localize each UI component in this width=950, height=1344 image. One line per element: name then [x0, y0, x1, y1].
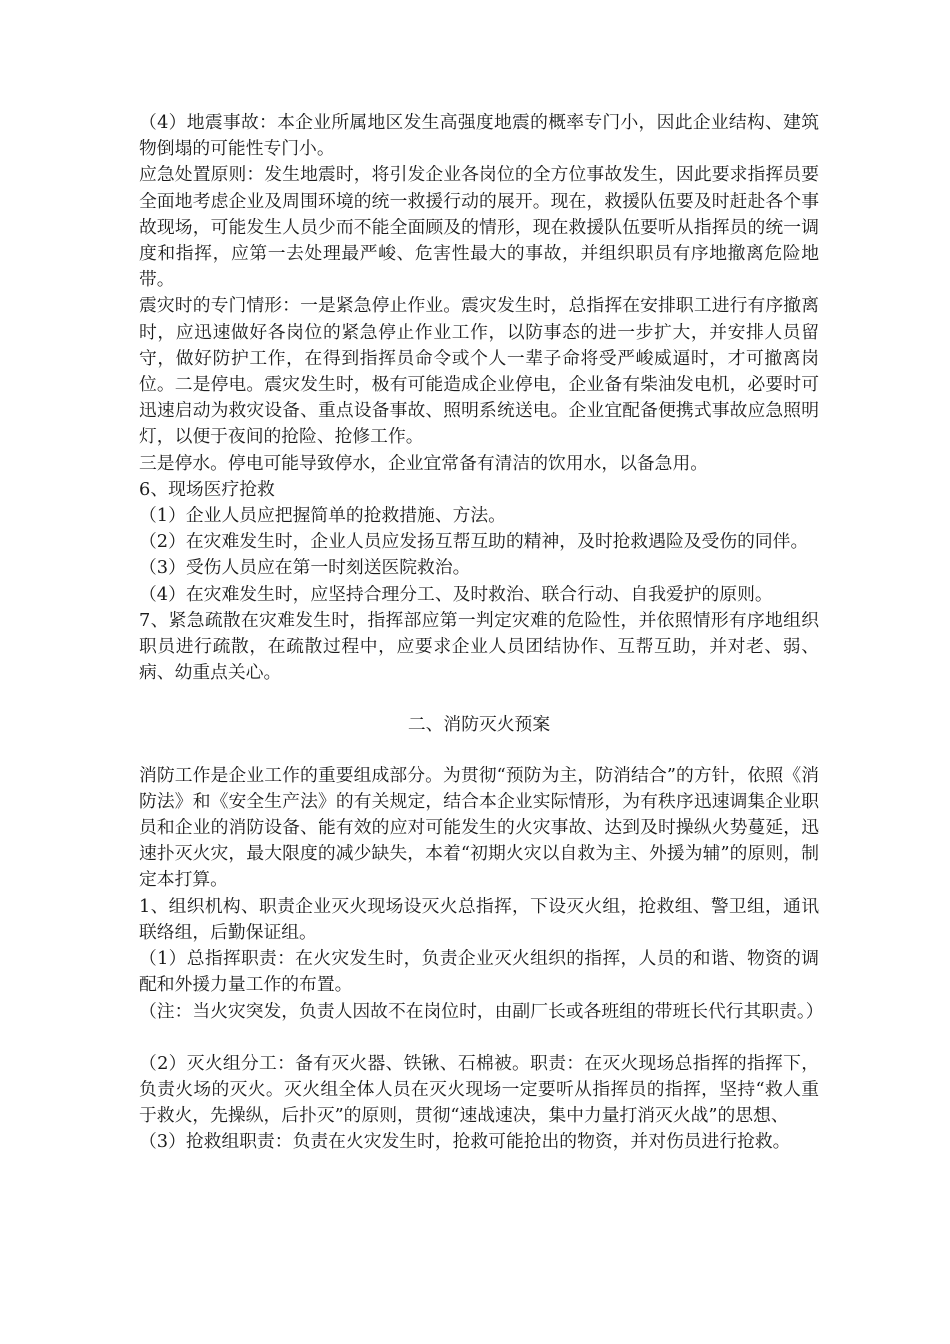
document-page: [139, 110, 824, 1156]
blank-line: [139, 1025, 819, 1051]
paragraph-medical-item-3: （3）受伤人员应在第一时刻送医院救治。: [139, 557, 471, 579]
paragraph-commander-duty: （1）总指挥职责：在火灾发生时，负责企业灭火组织的指挥，人员的和谐、物资的调配和外援力量工作的布置。: [139, 948, 819, 996]
paragraph-water-outage: 三是停水。停电可能导致停水，企业宜常备有清洁的饮用水，以备急用。: [139, 452, 709, 474]
paragraph-special-situations: 震灾时的专门情形：一是紧急停止作业。震灾发生时，总指挥在安排职工进行有序撤离时，应迅速做好各岗位的紧急停止作业工作，以防事态的进一步扩大，并安排人员留守，做好防护工作，在得到指挥员命令或个人一辈子命将受严峻威逼时，才可撤离岗位。二是停电。震灾发生时，极有可能造成企业停电，企业备有柴油发电机，必要时可迅速启动为救灾设备、重点设备事故、照明系统送电。企业宜配备便携式事故应急照明灯，以便于夜间的抢险、抢修工作。: [139, 295, 819, 448]
paragraph-note: （注：当火灾突发，负责人因故不在岗位时，由副厂长或各班组的带班长代行其职责。）: [139, 1000, 824, 1022]
paragraph-earthquake-accident: （4）地震事故：本企业所属地区发生高强度地震的概率专门小，因此企业结构、建筑物倒塌的可能性专门小。: [139, 112, 819, 160]
paragraph-organization: 1、组织机构、职责企业灭火现场设灭火总指挥，下设灭火组，抢救组、警卫组，通讯联络组，后勤保证组。: [139, 895, 819, 943]
paragraph-fire-intro: 消防工作是企业工作的重要组成部分。为贯彻“预防为主，防消结合”的方针，依照《消防法》和《安全生产法》的有关规定，结合本企业实际情形，为有秩序迅速调集企业职员和企业的消防设备、能有效的应对可能发生的火灾事故、达到及时操纵火势蔓延，迅速扑灭火灾，最大限度的减少缺失，本着“初期火灾以自救为主、外援为辅”的原则，制定本打算。: [139, 764, 819, 891]
paragraph-emergency-principle: 应急处置原则：发生地震时，将引发企业各岗位的全方位事故发生，因此要求指挥员要全面地考虑企业及周围环境的统一救援行动的展开。现在，救援队伍要及时赶赴各个事故现场，可能发生人员少而不能全面顾及的情形，现在救援队伍要听从指挥员的统一调度和指挥，应第一去处理最严峻、危害性最大的事故，并组织职员有序地撤离危险地带。: [139, 164, 819, 291]
paragraph-medical-rescue-title: 6、现场医疗抢救: [139, 478, 275, 500]
section-heading: 二、消防灭火预案: [407, 714, 551, 736]
paragraph-medical-item-2: （2）在灾难发生时，企业人员应发扬互帮互助的精神，及时抢救遇险及受伤的同伴。: [139, 531, 809, 553]
paragraph-rescue-team: （3）抢救组职责：负责在火灾发生时，抢救可能抢出的物资，并对伤员进行抢救。: [139, 1131, 791, 1153]
paragraph-evacuation: 7、紧急疏散在灾难发生时，指挥部应第一判定灾难的危险性，并依照情形有序地组织职员进行疏散，在疏散过程中，应要求企业人员团结协作、互帮互助，并对老、弱、病、幼重点关心。: [139, 609, 819, 684]
paragraph-firefighting-team: （2）灭火组分工：备有灭火器、铁锹、石棉被。职责：在灭火现场总指挥的指挥下，负责火场的灭火。灭火组全体人员在灭火现场一定要听从指挥员的指挥，坚持“救人重于救火，先操纵，后扑灭”的原则，贯彻“速战速决，集中力量打消灭火战”的思想、: [139, 1052, 819, 1127]
paragraph-medical-item-1: （1）企业人员应把握简单的抢救措施、方法。: [139, 505, 506, 527]
paragraph-medical-item-4: （4）在灾难发生时，应坚持合理分工、及时救治、联合行动、自我爱护的原则。: [139, 583, 773, 605]
